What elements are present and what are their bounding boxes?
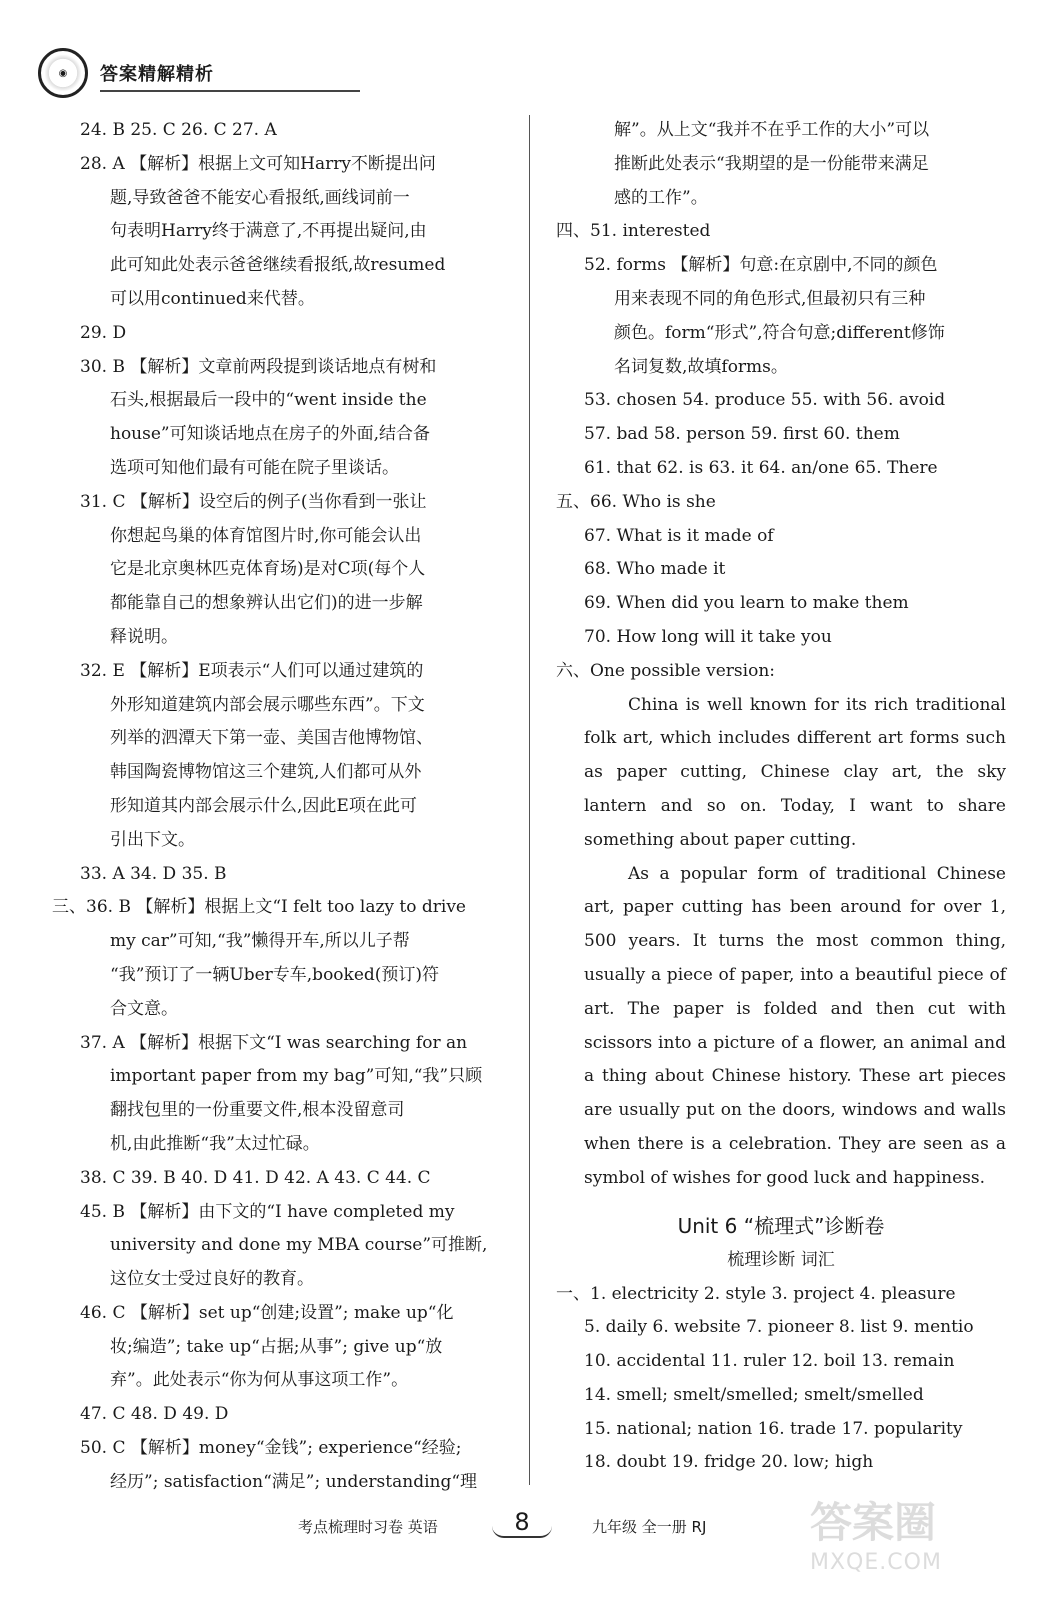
left-line: 45. B 【解析】由下文的“I have completed my (80, 1201, 455, 1222)
vocab-line: 14. smell; smelt/smelled; smelt/smelled (584, 1384, 924, 1405)
left-line: 28. A 【解析】根据上文可知Harry不断提出问 (80, 153, 436, 174)
left-line: 妆;编造”; take up“占据;从事”; give up“放 (110, 1336, 443, 1357)
left-line: 外形知道建筑内部会展示哪些东西”。下文 (110, 694, 425, 715)
left-line: 这位女士受过良好的教育。 (110, 1269, 314, 1290)
left-line: 38. C 39. B 40. D 41. D 42. A 43. C 44. C (80, 1167, 431, 1188)
left-column (52, 114, 508, 1500)
right_items-line: 五、66. Who is she (556, 491, 716, 512)
left-line: 33. A 34. D 35. B (80, 863, 227, 884)
left-line: 释说明。 (110, 626, 178, 647)
essay-paragraph-2: As a popular form of traditional Chinese art, paper cutting has been around for over 1, 500 years. It turns the most common thing, usually a piece of paper, into a beautiful piece of art. The paper is folded and then cut with scissors into a picture of a flower, an animal and a thing about Chinese history. These art pieces are usually put on the doors, windows and walls when there is a celebration. They are seen as a symbol of wishes for good luck and happiness. (584, 863, 1006, 1188)
left-line: 翻找包里的一份重要文件,根本没留意司 (110, 1100, 405, 1121)
right_items-line: 名词复数,故填forms。 (614, 356, 788, 377)
left-line: university and done my MBA course”可推断, (110, 1235, 488, 1256)
header-title: 答案精解精析 (100, 64, 214, 85)
left-line: 47. C 48. D 49. D (80, 1404, 229, 1425)
right_items-line: 67. What is it made of (584, 525, 774, 546)
vocab-line: 一、1. electricity 2. style 3. project 4. pleasure (556, 1283, 956, 1304)
vocab-answers (556, 1278, 1006, 1481)
left-line: 29. D (80, 322, 127, 343)
left-line: 合文意。 (110, 998, 178, 1019)
right-top-line: 感的工作”。 (614, 187, 708, 208)
right_items-line: 四、51. interested (556, 221, 711, 242)
footer-grade: 九年级 全一册 RJ (592, 1518, 707, 1536)
left-line: 24. B 25. C 26. C 27. A (80, 120, 277, 140)
left-line: 它是北京奥林匹克体育场)是对C项(每个人 (110, 559, 426, 580)
watermark-top: 答案圈 (810, 1498, 937, 1547)
right-answers (556, 215, 1006, 688)
left-line: 37. A 【解析】根据下文“I was searching for an (80, 1032, 468, 1053)
left-line: 此可知此处表示爸爸继续看报纸,故resumed (110, 255, 446, 276)
left-line: 选项可知他们最有可能在院子里谈话。 (110, 457, 399, 478)
column-divider (529, 115, 530, 1485)
watermark (810, 1490, 1030, 1590)
left-line: 你想起鸟巢的体育馆图片时,你可能会认出 (110, 525, 422, 546)
footer-book: 考点梳理时习卷 英语 (298, 1518, 438, 1536)
right_items-line: 70. How long will it take you (584, 626, 832, 647)
right_items-line: 六、One possible version: (556, 660, 775, 681)
left-line: 都能靠自己的想象辨认出它们)的进一步解 (110, 593, 423, 614)
left-line: 题,导致爸爸不能安心看报纸,画线词前一 (110, 187, 410, 208)
left-line: 引出下文。 (110, 829, 195, 850)
right_items-line: 52. forms 【解析】句意:在京剧中,不同的颜色 (584, 255, 938, 276)
vocab-line: 18. doubt 19. fridge 20. low; high (584, 1452, 874, 1473)
watermark-bottom: MXQE.COM (810, 1550, 942, 1575)
left-line: 可以用continued来代替。 (110, 288, 315, 309)
left-line: my car”可知,“我”懒得开车,所以儿子帮 (110, 931, 410, 952)
section-subhead: 梳理诊断 词汇 (727, 1249, 835, 1270)
left-line: “我”预订了一辆Uber专车,booked(预订)符 (110, 964, 440, 985)
header-rule (100, 90, 360, 92)
right_items-line: 颜色。form“形式”,符合句意;different修饰 (614, 322, 945, 343)
right_items-line: 69. When did you learn to make them (584, 593, 909, 614)
left-line: house”可知谈话地点在房子的外面,结合备 (110, 424, 431, 445)
right-continuation (556, 114, 1006, 215)
left-line: important paper from my bag”可知,“我”只顾 (110, 1066, 483, 1087)
left-line: 50. C 【解析】money“金钱”; experience“经验; (80, 1438, 462, 1459)
page-header (38, 48, 338, 104)
right-column (556, 114, 1006, 1480)
left-line: 三、36. B 【解析】根据上文“I felt too lazy to drive (52, 897, 466, 918)
left-line: 石头,根据最后一段中的“went inside the (110, 390, 427, 411)
left-line: 弃”。此处表示“你为何从事这项工作”。 (110, 1370, 409, 1391)
page-brace (492, 1526, 552, 1538)
left-line: 句表明Harry终于满意了,不再提出疑问,由 (110, 221, 427, 242)
unit-title: Unit 6 “梳理式”诊断卷 (677, 1213, 885, 1238)
right_items-line: 57. bad 58. person 59. first 60. them (584, 424, 900, 445)
right-top-line: 解”。从上文“我并不在乎工作的大小”可以 (614, 120, 930, 140)
left-line: 韩国陶瓷博物馆这三个建筑,人们都可从外 (110, 762, 422, 783)
vocab-line: 15. national; nation 16. trade 17. popularity (584, 1418, 963, 1439)
logo-icon: ◉ (38, 48, 88, 98)
right_items-line: 53. chosen 54. produce 55. with 56. avoid (584, 390, 946, 411)
essay-paragraph-1: China is well known for its rich traditional folk art, which includes different art forms such as paper cutting, Chinese clay art, the sky lantern and so on. Today, I want to share something about paper cutting. (584, 694, 1006, 850)
vocab-line: 5. daily 6. website 7. pioneer 8. list 9. mentio (584, 1317, 974, 1338)
right-top-line: 推断此处表示“我期望的是一份能带来满足 (614, 153, 929, 174)
left-line: 46. C 【解析】set up“创建;设置”; make up“化 (80, 1302, 454, 1323)
left-line: 机,由此推断“我”太过忙碌。 (110, 1133, 320, 1154)
page-number: 8 (514, 1508, 530, 1536)
left-line: 31. C 【解析】设空后的例子(当你看到一张让 (80, 491, 427, 512)
essay (556, 689, 1006, 1196)
left-line: 形知道其内部会展示什么,因此E项在此可 (110, 795, 417, 816)
left-line: 32. E 【解析】E项表示“人们可以通过建筑的 (80, 660, 424, 681)
right_items-line: 61. that 62. is 63. it 64. an/one 65. There (584, 457, 938, 478)
right_items-line: 用来表现不同的角色形式,但最初只有三种 (614, 288, 926, 309)
vocab-line: 10. accidental 11. ruler 12. boil 13. remain (584, 1351, 955, 1372)
left-line: 30. B 【解析】文章前两段提到谈话地点有树和 (80, 356, 437, 377)
left-line: 列举的泗潭天下第一壶、美国吉他博物馆、 (110, 728, 433, 749)
right_items-line: 68. Who made it (584, 559, 726, 580)
left-line: 经历”; satisfaction“满足”; understanding“理 (110, 1471, 478, 1492)
